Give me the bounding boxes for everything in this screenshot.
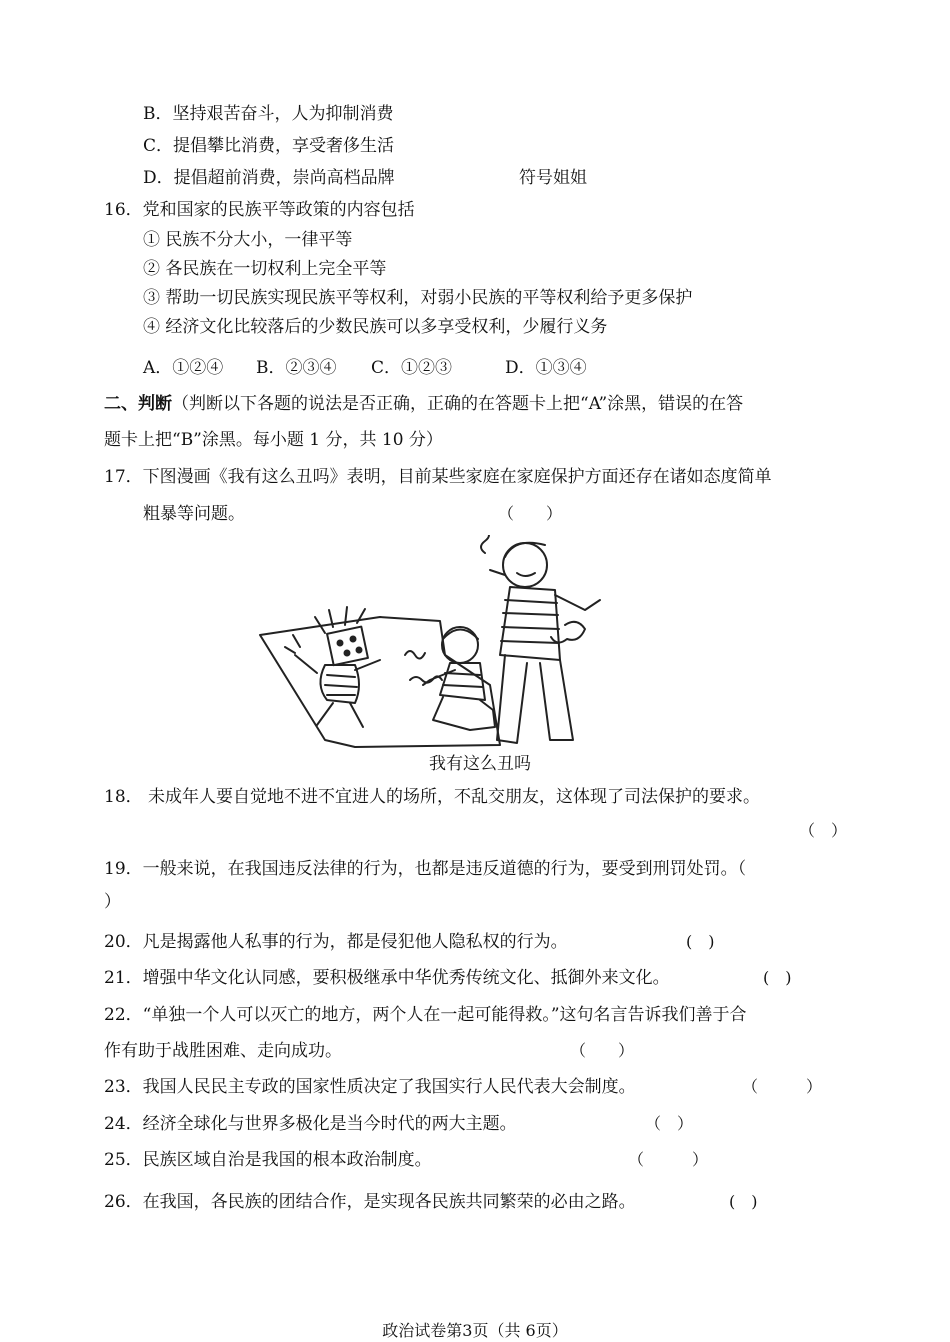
q16-choice-d: D．①③④ — [505, 358, 587, 378]
q19-text: 19．一般来说，在我国违反法律的行为，也都是违反道德的行为，要受到刑罚处罚。（ — [104, 859, 747, 879]
q16-item-3: ③ 帮助一切民族实现民族平等权利，对弱小民族的平等权利给予更多保护 — [143, 288, 693, 308]
q25-answer-paren: （ ） — [628, 1150, 709, 1169]
q19-answer-paren-close: ） — [104, 892, 121, 912]
q22-line2: 作有助于战胜困难、走向成功。 — [104, 1041, 342, 1061]
q26-text: 26．在我国，各民族的团结合作，是实现各民族共同繁荣的必由之路。 — [104, 1192, 636, 1212]
q15-option-b: B．坚持艰苦奋斗，人为抑制消费 — [143, 104, 394, 124]
q25-text: 25．民族区域自治是我国的根本政治制度。 — [104, 1150, 432, 1170]
q18-text: 18． 未成年人要自觉地不进不宜进人的场所，不乱交朋友，这体现了司法保护的要求。 — [104, 787, 761, 807]
q17-line1: 17．下图漫画《我有这么丑吗》表明，目前某些家庭在家庭保护方面还存在诸如态度简单 — [104, 467, 772, 487]
q22-line1: 22．“单独一个人可以灭亡的地方，两个人在一起可能得救。”这句名言告诉我们善于合 — [104, 1005, 747, 1025]
q15-option-d: D．提倡超前消费，崇尚高档品牌 — [143, 168, 395, 188]
q17-answer-paren: （ ） — [498, 504, 563, 523]
q24-text: 24．经济全球化与世界多极化是当今时代的两大主题。 — [104, 1114, 517, 1134]
q16-stem: 16．党和国家的民族平等政策的内容包括 — [104, 200, 415, 220]
page-footer: 政治试卷第3页（共 6页） — [382, 1321, 568, 1340]
q16-item-1: ① 民族不分大小，一律平等 — [143, 230, 353, 250]
q26-answer-paren: ( ) — [729, 1192, 758, 1211]
section-instructions-cont: 题卡上把“B”涂黑。每小题 1 分，共 10 分） — [104, 430, 443, 450]
q20-answer-paren: ( ) — [686, 932, 715, 951]
q16-item-4: ④ 经济文化比较落后的少数民族可以多享受权利，少履行义务 — [143, 317, 608, 337]
q20-text: 20．凡是揭露他人私事的行为，都是侵犯他人隐私权的行为。 — [104, 932, 568, 952]
q22-answer-paren: （ ） — [570, 1041, 635, 1060]
section-instructions: （判断以下各题的说法是否正确，正确的在答题卡上把“A”涂黑，错误的在答 — [172, 394, 744, 414]
section-heading: 二、判断 — [104, 394, 172, 414]
q24-answer-paren: （ ） — [645, 1114, 694, 1133]
q16-choice-a: A．①②④ — [143, 358, 224, 378]
q21-text: 21．增强中华文化认同感，要积极继承中华优秀传统文化、抵御外来文化。 — [104, 968, 670, 988]
q15-option-c: C．提倡攀比消费，享受奢侈生活 — [143, 136, 395, 156]
q16-item-2: ② 各民族在一切权利上完全平等 — [143, 259, 387, 279]
q18-answer-paren: （ ） — [799, 821, 848, 840]
q23-answer-paren: （ ） — [742, 1077, 823, 1096]
q21-answer-paren: ( ) — [763, 968, 792, 987]
q17-line2: 粗暴等问题。 — [143, 504, 245, 524]
q23-text: 23．我国人民民主专政的国家性质决定了我国实行人民代表大会制度。 — [104, 1077, 636, 1097]
q16-choice-b: B．②③④ — [256, 358, 337, 378]
section2-heading-line — [104, 393, 743, 415]
watermark-note: 符号姐姐 — [519, 168, 587, 188]
q16-choice-c: C．①②③ — [371, 358, 453, 378]
cartoon-illustration — [255, 535, 655, 750]
cartoon-caption: 我有这么丑吗 — [429, 754, 531, 774]
